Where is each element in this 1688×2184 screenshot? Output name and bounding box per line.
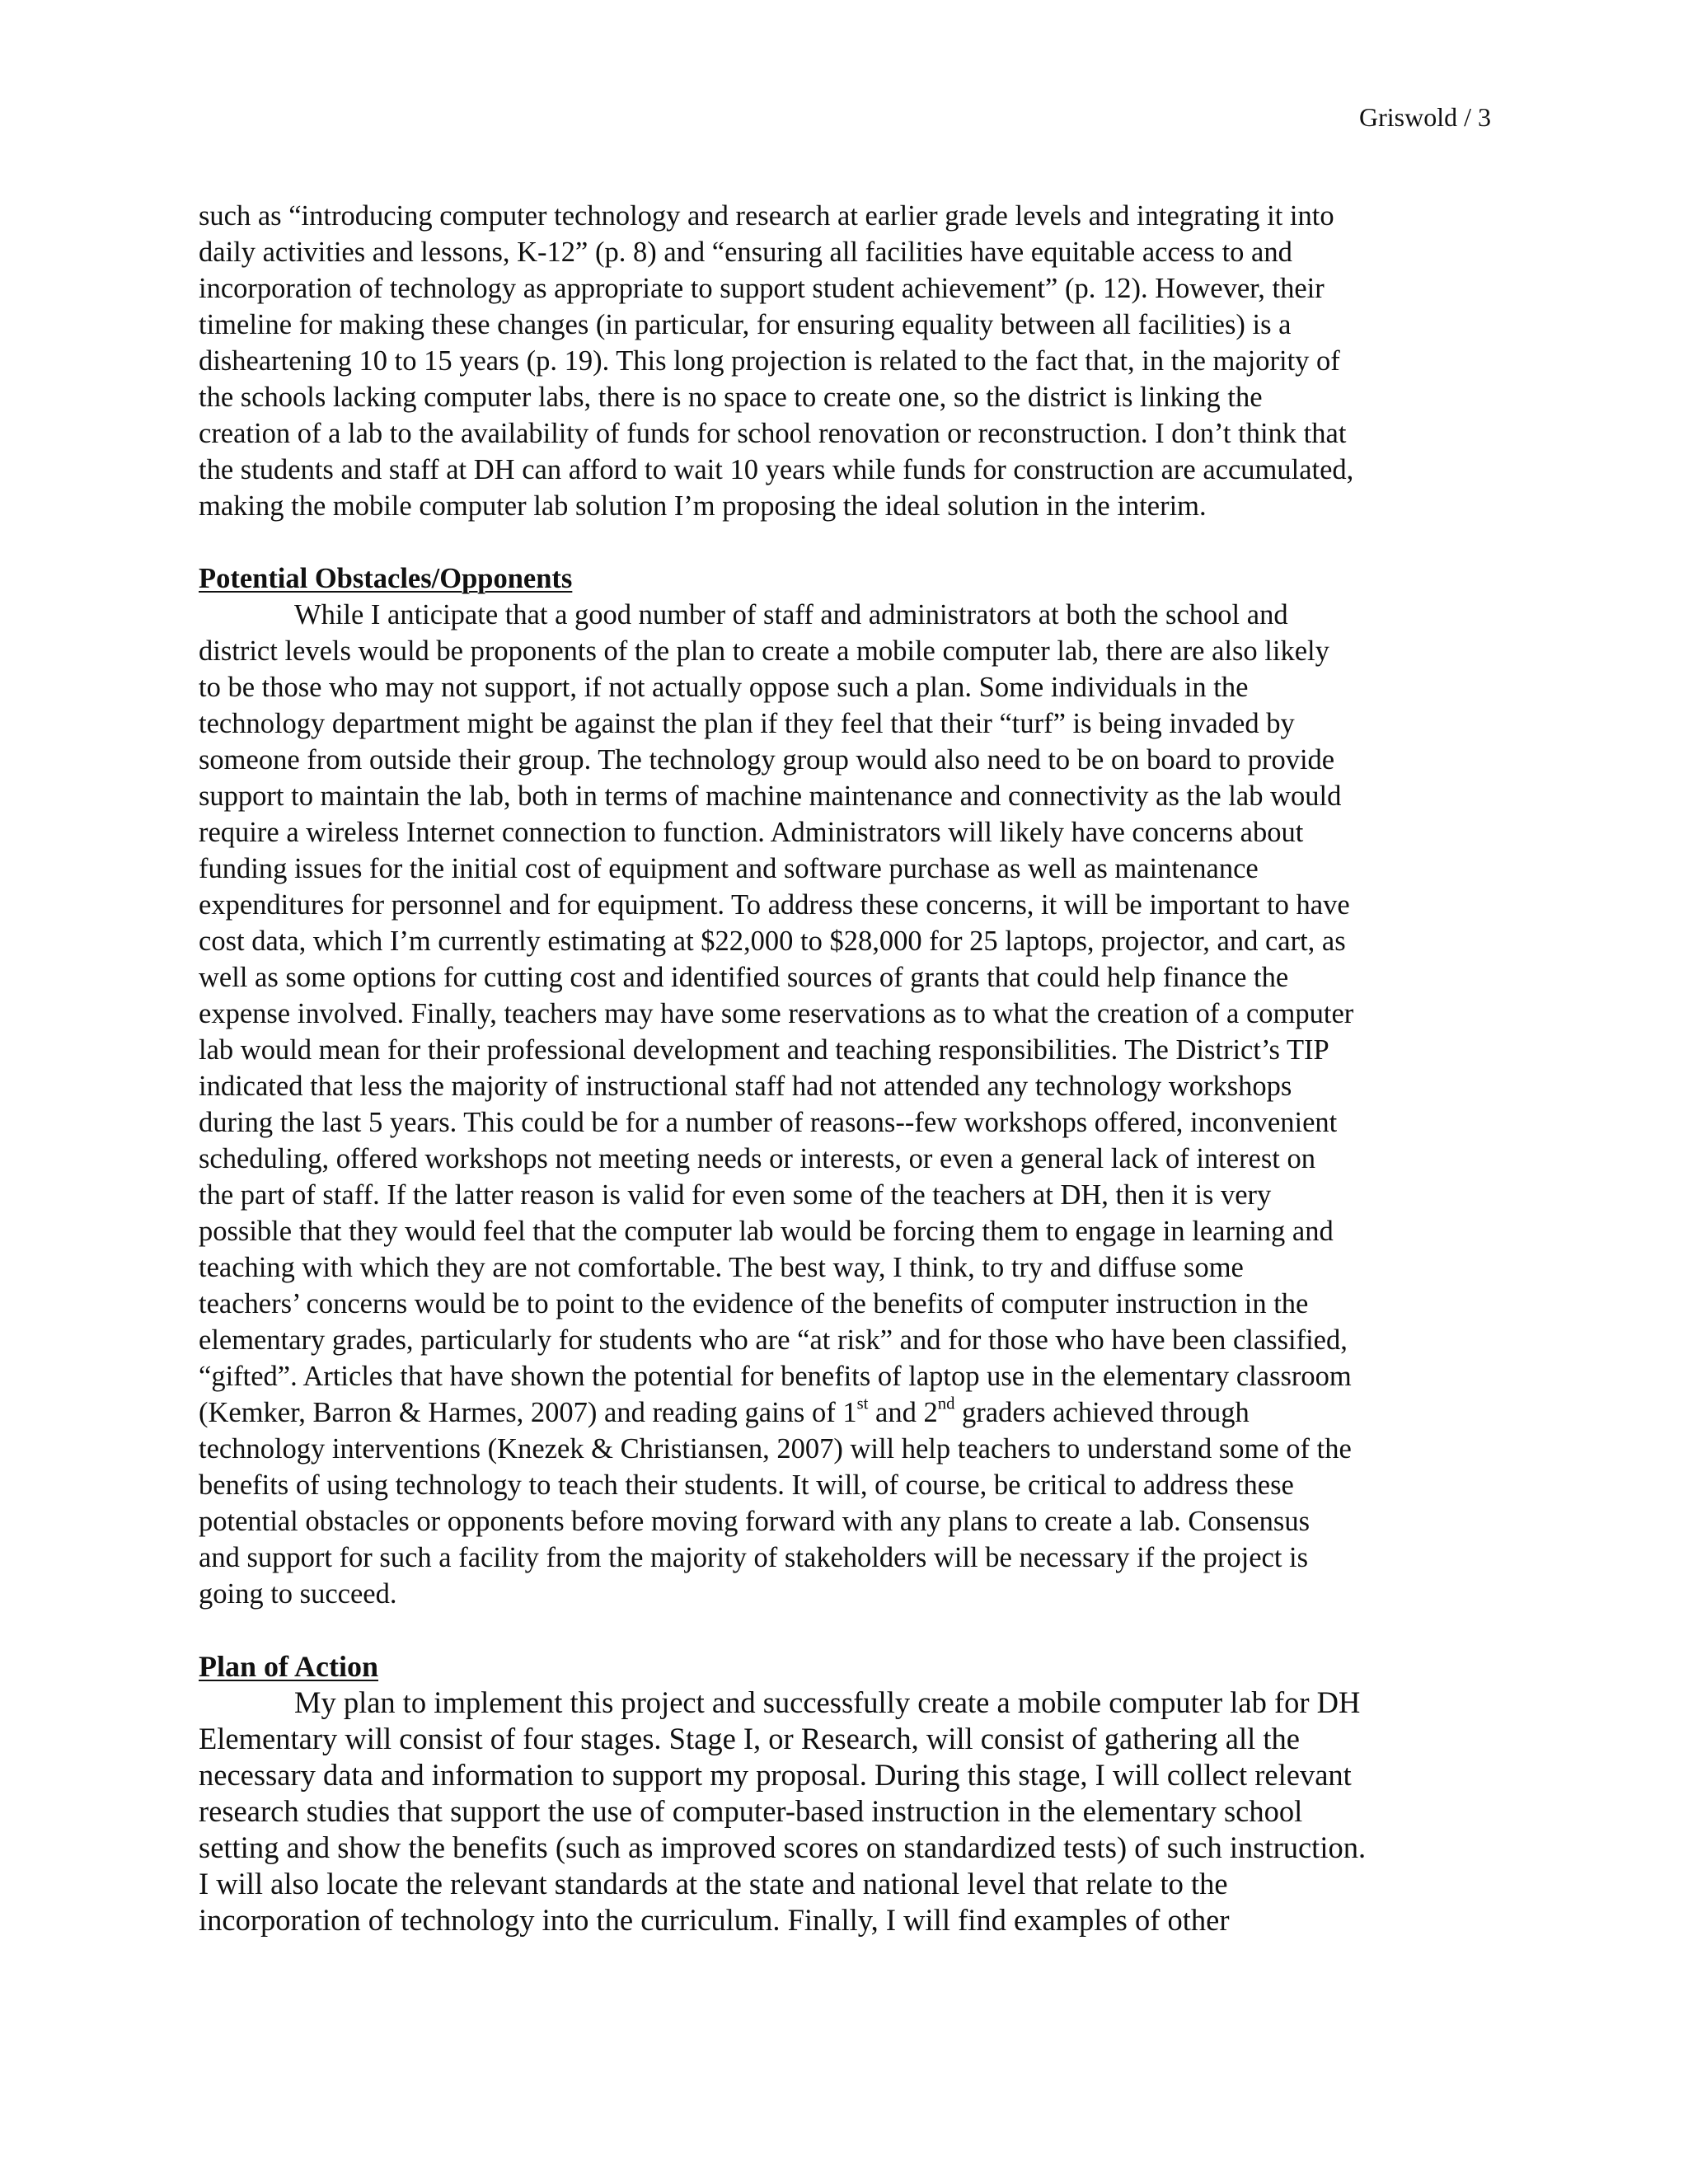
text-line: incorporation of technology into the curriculum. Finally, I will find examples of other [199,1903,1230,1937]
text-line: disheartening 10 to 15 years (p. 19). This long projection is related to the fact that, in the majority of [199,345,1340,377]
text-line: setting and show the benefits (such as improved scores on standardized tests) of such instruction. [199,1830,1367,1864]
paragraph-spacer [199,524,1493,560]
ordinal-superscript: st [856,1394,869,1413]
text-line: My plan to implement this project and successfully create a mobile computer lab for DH [294,1685,1361,1719]
text-line: daily activities and lessons, K-12” (p. 8) and “ensuring all facilities have equitable access to and [199,237,1292,268]
text-line: such as “introducing computer technology and research at earlier grade levels and integrating it into [199,200,1334,232]
text-line: expenditures for personnel and for equipment. To address these concerns, it will be important to have [199,889,1350,921]
text-line: While I anticipate that a good number of staff and administrators at both the school and [294,599,1288,630]
text-line-with-superscripts [199,1394,1493,1431]
text-line: support to maintain the lab, both in terms of machine maintenance and connectivity as the lab would [199,780,1342,812]
text-line: benefits of using technology to teach their students. It will, of course, be critical to address these [199,1469,1294,1501]
text-line: the students and staff at DH can afford to wait 10 years while funds for construction are accumulated, [199,454,1354,485]
text-line: going to succeed. [199,1578,397,1610]
text-fragment: and 2 [868,1397,938,1428]
text-line: cost data, which I’m currently estimating at $22,000 to $28,000 for 25 laptops, projector, and cart, as [199,926,1346,957]
text-line: Elementary will consist of four stages. Stage I, or Research, will consist of gathering all the [199,1722,1300,1755]
running-head: Griswold / 3 [1359,102,1491,132]
text-line: district levels would be proponents of the plan to create a mobile computer lab, there are also likely [199,635,1329,667]
text-line: lab would mean for their professional development and teaching responsibilities. The District’s TIP [199,1034,1329,1066]
text-line: teachers’ concerns would be to point to the evidence of the benefits of computer instruction in the [199,1288,1309,1319]
text-line: and support for such a facility from the majority of stakeholders will be necessary if the project is [199,1542,1309,1573]
text-line: timeline for making these changes (in particular, for ensuring equality between all facilities) is a [199,309,1292,340]
text-line: indicated that less the majority of instructional staff had not attended any technology workshops [199,1071,1292,1102]
text-line: possible that they would feel that the computer lab would be forcing them to engage in learning and [199,1216,1334,1247]
text-line: require a wireless Internet connection to function. Administrators will likely have concerns about [199,817,1304,848]
text-fragment: graders achieved through [954,1397,1250,1428]
text-line: technology department might be against the plan if they feel that their “turf” is being invaded by [199,708,1295,739]
text-fragment: (Kemker, Barron & Harmes, 2007) and reading gains of 1 [199,1397,857,1428]
text-line: scheduling, offered workshops not meeting needs or interests, or even a general lack of interest on [199,1143,1315,1174]
text-line: someone from outside their group. The technology group would also need to be on board to provide [199,744,1335,776]
text-line: potential obstacles or opponents before moving forward with any plans to create a lab. Consensus [199,1506,1311,1537]
text-line: to be those who may not support, if not actually oppose such a plan. Some individuals in the [199,672,1249,703]
paragraph-spacer [199,1612,1493,1648]
paragraph-intro-continued [199,198,1493,524]
text-line: during the last 5 years. This could be for a number of reasons--few workshops offered, inconvenient [199,1107,1338,1138]
text-line: funding issues for the initial cost of equipment and software purchase as well as maintenance [199,853,1259,884]
section-heading-plan: Plan of Action [199,1650,379,1683]
ordinal-superscript: nd [937,1394,955,1413]
section-heading-obstacles: Potential Obstacles/Opponents [199,563,573,594]
text-line: elementary grades, particularly for students who are “at risk” and for those who have been classified, [199,1324,1348,1356]
text-line: teaching with which they are not comfortable. The best way, I think, to try and diffuse some [199,1252,1244,1283]
text-line: the schools lacking computer labs, there is no space to create one, so the district is linking the [199,382,1263,413]
text-line: making the mobile computer lab solution I’m proposing the ideal solution in the interim. [199,490,1207,522]
text-line: I will also locate the relevant standards at the state and national level that relate to the [199,1867,1228,1900]
section-plan-of-action [199,1648,1493,1938]
text-line: the part of staff. If the latter reason is valid for even some of the teachers at DH, then it is very [199,1179,1272,1211]
text-line: expense involved. Finally, teachers may have some reservations as to what the creation of a computer [199,998,1354,1029]
text-line: “gifted”. Articles that have shown the potential for benefits of laptop use in the elementary classroom [199,1361,1352,1392]
text-line: technology interventions (Knezek & Christiansen, 2007) will help teachers to understand some of the [199,1433,1352,1465]
text-line: necessary data and information to support my proposal. During this stage, I will collect relevant [199,1758,1352,1792]
text-line: incorporation of technology as appropriate to support student achievement” (p. 12). However, their [199,273,1325,304]
section-potential-obstacles [199,560,1493,1612]
document-body [199,198,1493,1938]
text-line: research studies that support the use of computer-based instruction in the elementary school [199,1794,1303,1828]
text-line: creation of a lab to the availability of funds for school renovation or reconstruction. I don’t think that [199,418,1347,449]
text-line: well as some options for cutting cost and identified sources of grants that could help finance the [199,962,1289,993]
